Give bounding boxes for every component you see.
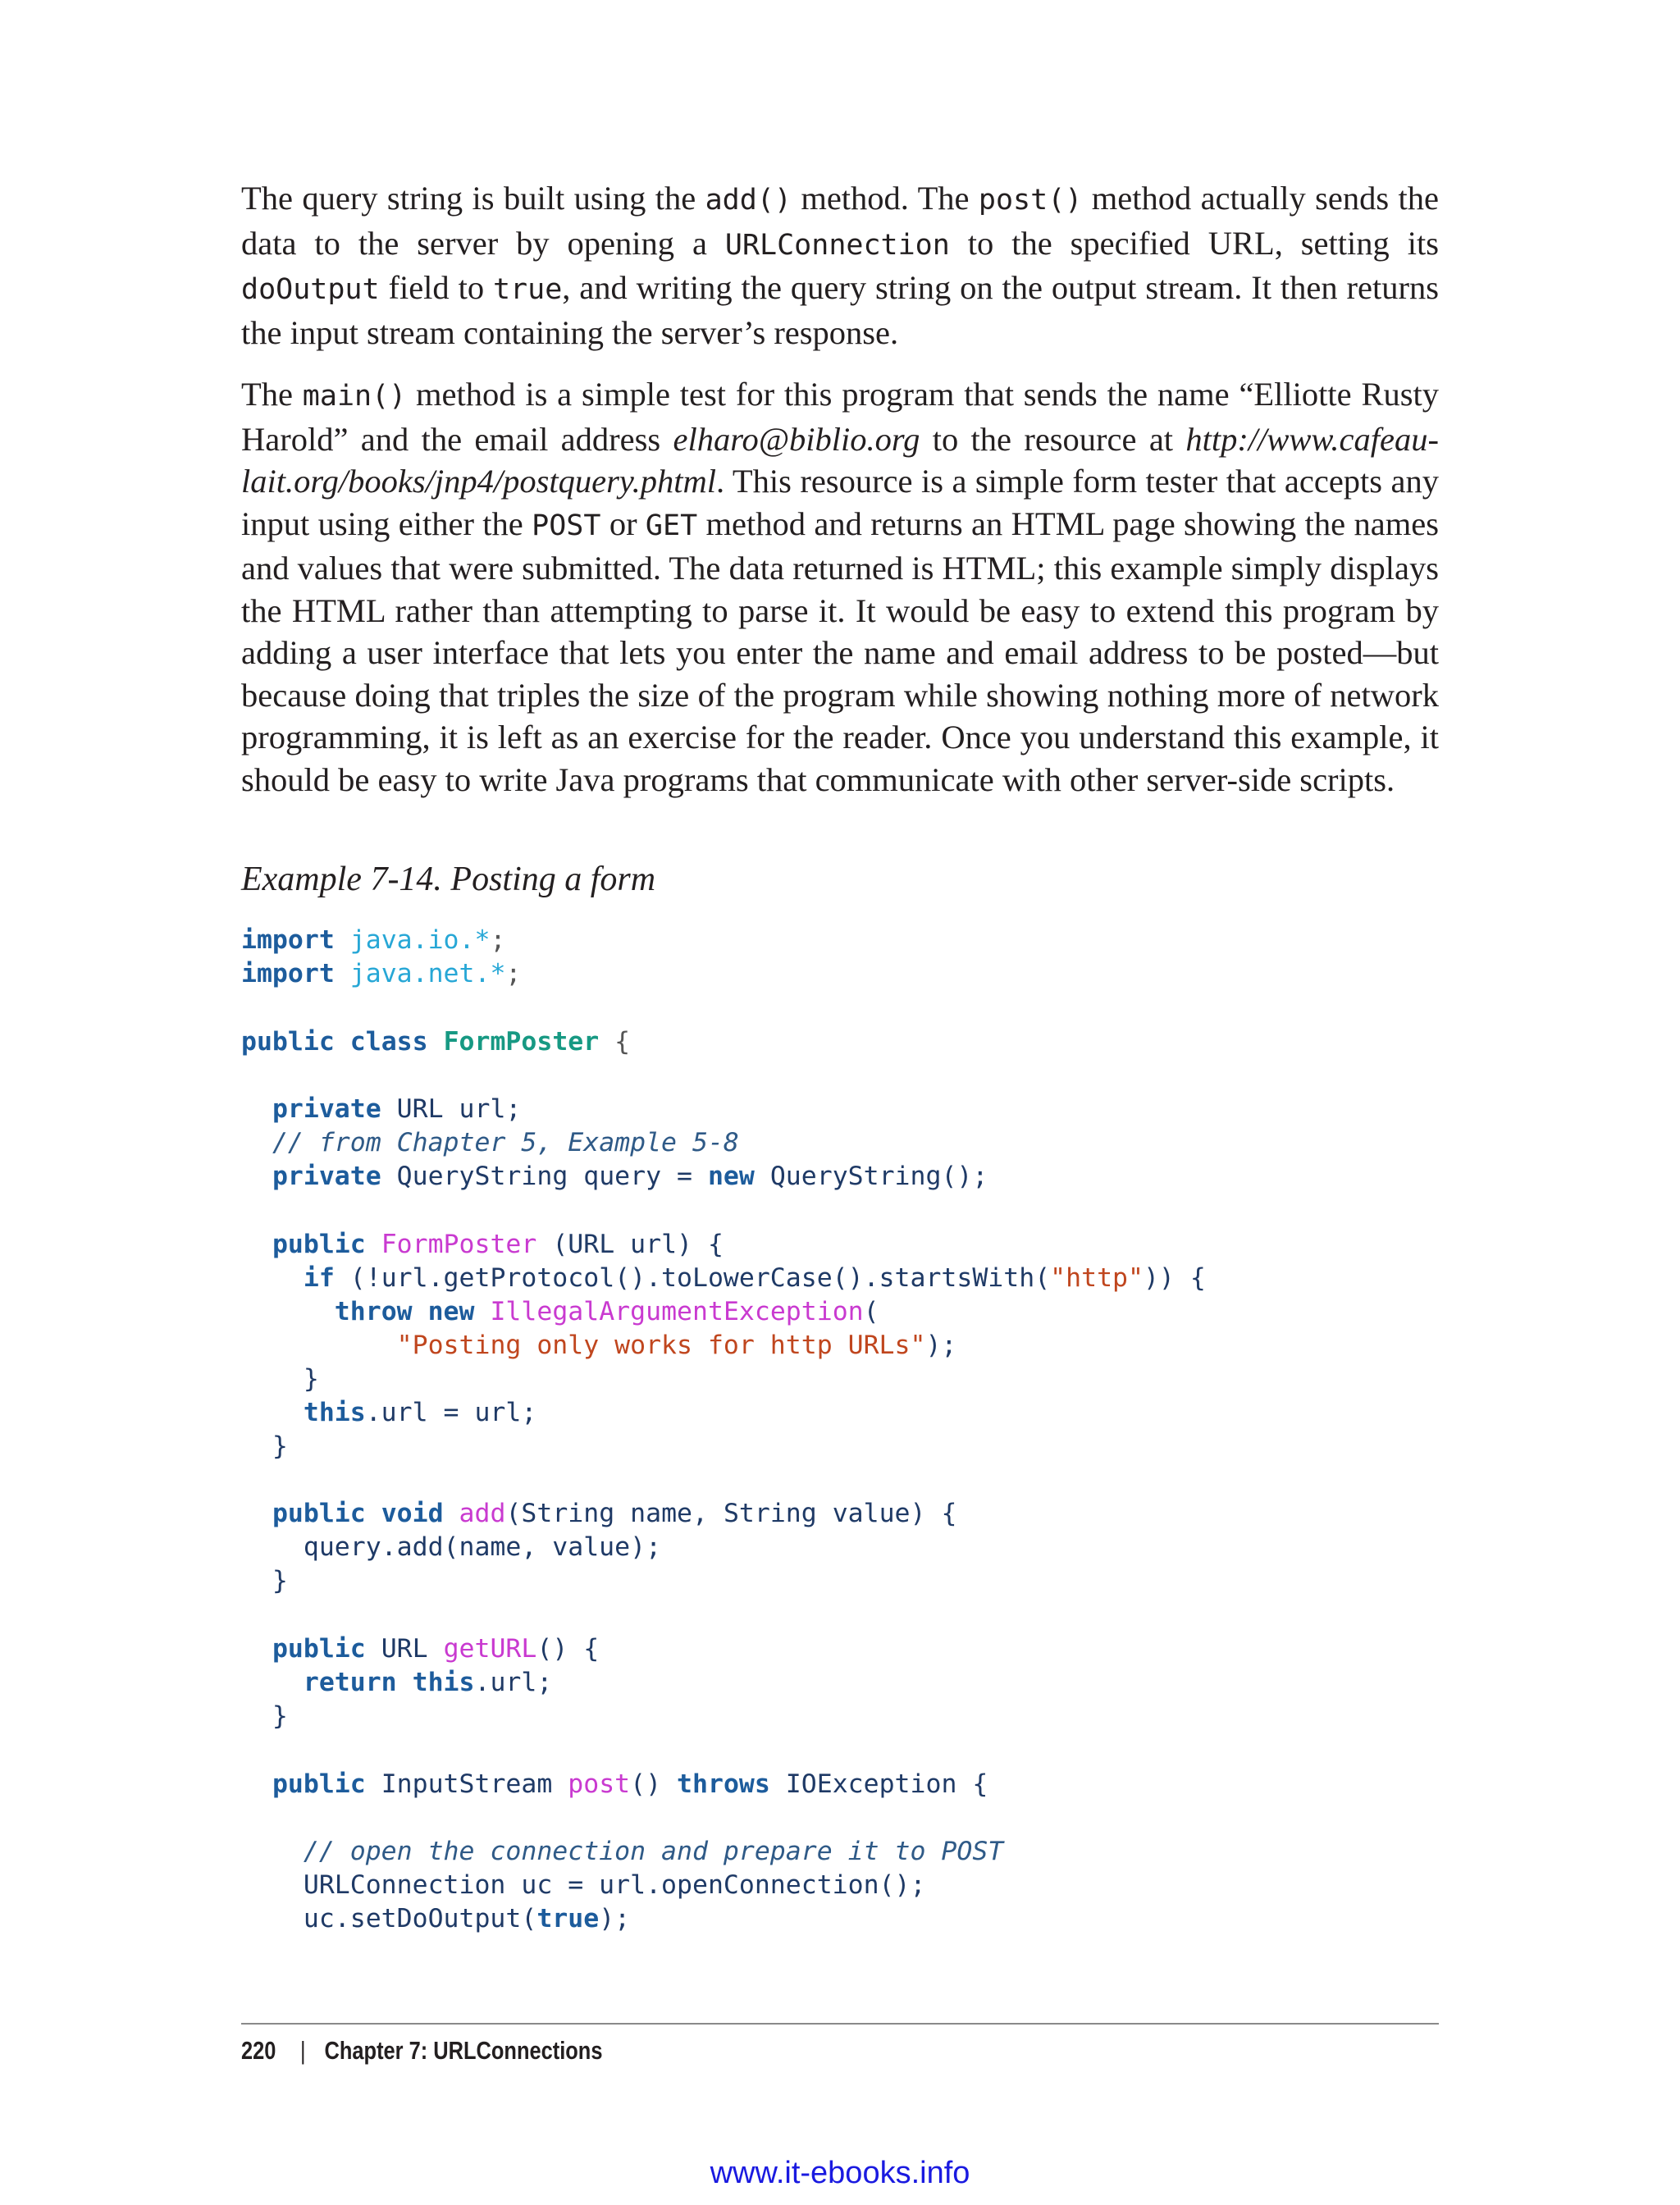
code-line-9: throw new IllegalArgumentException( — [334, 1297, 879, 1326]
page-number: 220 — [241, 2036, 276, 2065]
example-caption: Example 7-14. Posting a form — [241, 861, 656, 898]
code-line-6: private QueryString query = new QueryString(); — [272, 1162, 988, 1191]
watermark-link[interactable]: www.it-ebooks.info — [710, 2156, 970, 2190]
code-line-14: public void add(String name, String value) { — [272, 1499, 957, 1528]
code-line-7: public FormPoster (URL url) { — [272, 1230, 724, 1259]
paragraph-1: The query string is built using the add() method. The post() method actually sends the data to the server by opening a URLConnection to the specified URL, setting its doOutput field to true, and writing the query string on the output stream. It then returns the input stream containing the server’s response. — [241, 180, 1439, 351]
code-line-4: private URL url; — [272, 1094, 522, 1124]
inline-code: main() — [302, 380, 407, 413]
code-line-5: // from Chapter 5, Example 5-8 — [272, 1128, 739, 1157]
code-line-8: if (!url.getProtocol().toLowerCase().startsWith("http")) { — [303, 1263, 1206, 1293]
footer-divider — [241, 2023, 1439, 2025]
code-line-16: } — [241, 1566, 288, 1596]
code-line-13: } — [241, 1431, 288, 1461]
code-line-15: query.add(name, value); — [241, 1532, 662, 1562]
inline-code: URLConnection — [724, 228, 950, 262]
footer-separator: | — [299, 2036, 306, 2065]
code-line-12: this.url = url; — [303, 1398, 537, 1427]
inline-code: doOutput — [241, 273, 380, 306]
code-line-22: URLConnection uc = url.openConnection(); — [241, 1870, 926, 1900]
chapter-title: Chapter 7: URLConnections — [324, 2036, 603, 2065]
code-line-2: import java.net.*; — [241, 959, 522, 988]
code-line-1: import java.io.*; — [241, 925, 506, 955]
code-line-23: uc.setDoOutput(true); — [241, 1904, 631, 1933]
paragraph-2: The main() method is a simple test for this program that sends the name “Elliotte Rusty Harold” and the email address elharo@biblio.org to the resource at http://www.cafeaulait.org/books/jnp4/postquery.phtml. This resource is a simple form tester that accepts any input using either the POST or GET method and returns an HTML page showing the names and values that were submitted. The data returned is HTML; this example simply displays the HTML rather than attempting to parse it. It would be easy to extend this program by adding a user interface that lets you enter the name and email address to be posted—but because doing that triples the size of the program while showing nothing more of network programming, it is left as an exercise for the reader. Once you understand this example, it should be easy to write Java programs that communicate with other server-side scripts. — [241, 376, 1439, 798]
page-footer — [241, 2036, 602, 2066]
resource-url: http://www.cafeaulait.org/books/jnp4/postquery.phtml — [241, 420, 1439, 500]
inline-code: POST — [532, 509, 601, 542]
code-line-18: return this.url; — [303, 1668, 553, 1697]
inline-code: post() — [978, 184, 1083, 217]
code-line-17: public URL getURL() { — [272, 1634, 600, 1664]
code-line-19: } — [241, 1701, 288, 1731]
code-line-20: public InputStream post() throws IOException { — [272, 1769, 988, 1799]
inline-code: add() — [705, 184, 792, 217]
code-line-11: } — [241, 1364, 319, 1394]
inline-code: true — [492, 273, 563, 306]
code-line-10: "Posting only works for http URLs"); — [396, 1331, 957, 1360]
code-line-3: public class FormPoster { — [241, 1027, 631, 1057]
email-address: elharo@biblio.org — [673, 420, 920, 458]
inline-code: GET — [645, 509, 698, 542]
code-line-21: // open the connection and prepare it to POST — [303, 1837, 1004, 1866]
